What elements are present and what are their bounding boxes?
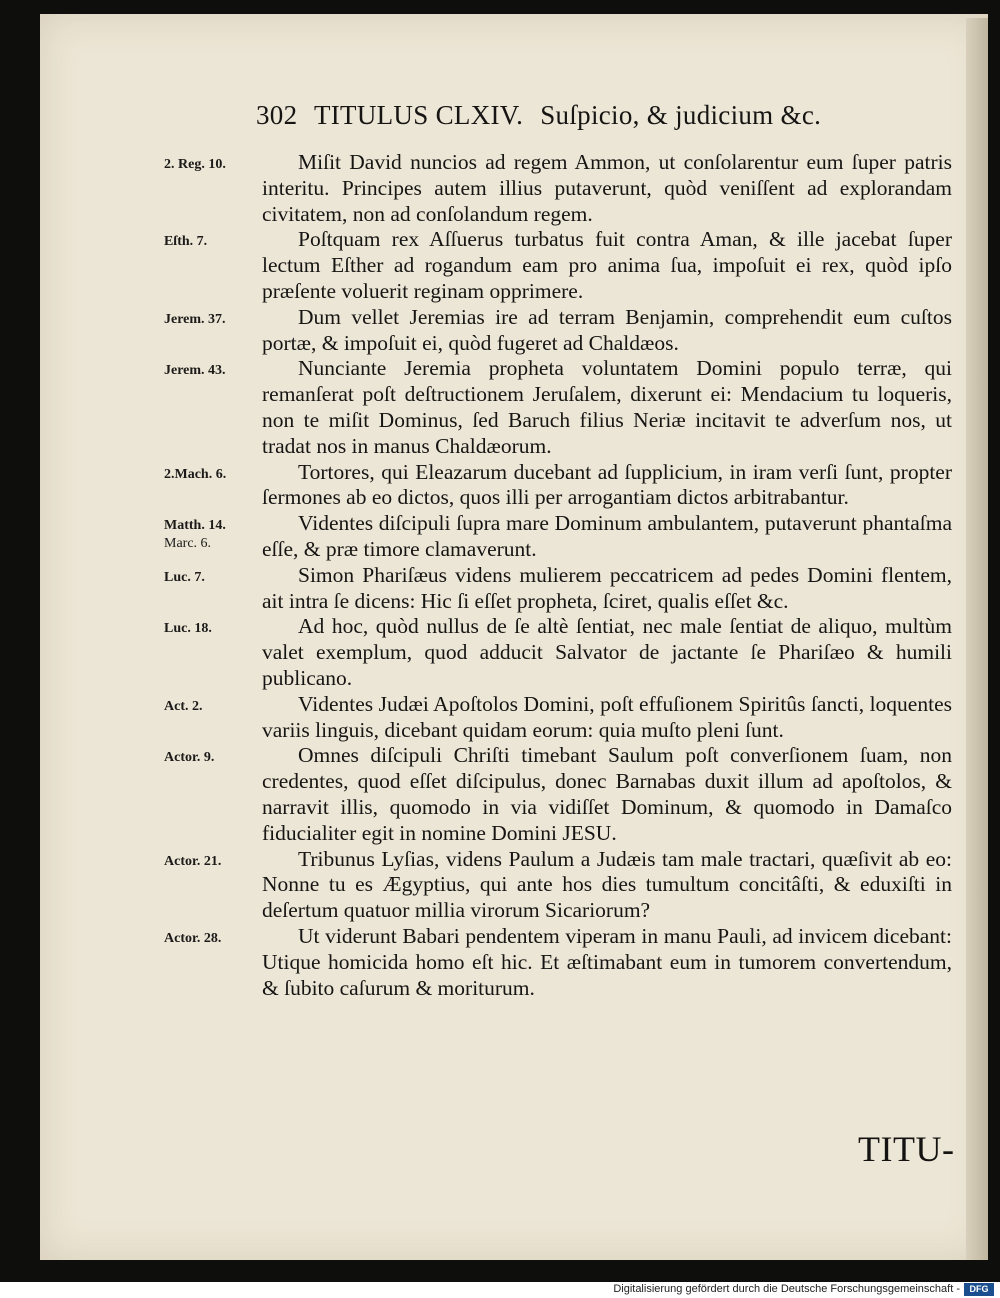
- entry: [0, 692, 988, 744]
- title-subject: Suſpicio, & judicium &c.: [540, 100, 822, 130]
- entry: [0, 614, 988, 691]
- entry: [0, 356, 988, 459]
- reference-label: Actor. 21.: [164, 853, 222, 869]
- margin-reference: [164, 853, 264, 871]
- dfg-logo: DFG: [964, 1283, 994, 1296]
- catchword: TITU-: [858, 1129, 955, 1169]
- entry-text: Dum vellet Jeremias ire ad terram Benjamin, comprehendit eum cuſtos portæ, & impoſuit ei, quòd fugeret ad Chaldæos.: [262, 304, 952, 355]
- reference-label: Act. 2.: [164, 698, 203, 714]
- margin-reference: [164, 156, 264, 174]
- entries-list: [0, 150, 988, 1001]
- entry-text: Videntes diſcipuli ſupra mare Dominum ambulantem, putaverunt phantaſma eſſe, & præ timore clamaverunt.: [262, 511, 952, 561]
- entry-text: Nunciante Jeremia propheta voluntatem Domini populo terræ, qui remanſerat poſt deſtructionem Jeruſalem, dixerunt ei: Mendacium tu loqueris, non te miſit Dominus, ſed Baruch filius Neriæ incitavit te adverſum nos, ut tradat nos in manus Chaldæorum.: [262, 356, 952, 458]
- reference-label: Luc. 18.: [164, 621, 212, 637]
- entry-text: Ad hoc, quòd nullus de ſe altè ſentiat, nec male ſentiat de aliquo, multùm valet exemplum, quod adducit Salvator de jactante ſe Phariſæo & humili publicano.: [262, 614, 952, 690]
- margin-reference: [164, 466, 264, 484]
- entry: [0, 924, 988, 1001]
- reference-label: Jerem. 43.: [164, 363, 226, 379]
- margin-reference: [164, 233, 264, 251]
- entry-text: Ut viderunt Babari pendentem viperam in manu Pauli, ad invicem dicebant: Utique homicida homo eſt hic. Et æſtimabant eum in tumorem convertendum, & ſubito caſurum & moriturum.: [262, 923, 952, 1000]
- entry-text: Omnes diſcipuli Chriſti timebant Saulum poſt converſionem ſuam, non credentes, quod eſſet diſcipulus, donec Barnabas duxit illum ad apoſtolos, & narravit illis, quomodo in via vidiſſet Dominum, & quomodo in Damaſco fiducialiter egit in nomine Domini JESU.: [262, 743, 952, 845]
- funding-notice: Digitalisierung gefördert durch die Deutsche Forschungsgemeinschaft -: [613, 1283, 960, 1295]
- entry: [0, 847, 988, 924]
- entry-text: Tortores, qui Eleazarum ducebant ad ſupplicium, in iram verſi ſunt, propter ſermones ab eo dictos, quos illi per arrogantiam dictos arbitrabantur.: [262, 459, 952, 510]
- entry: [0, 150, 988, 227]
- margin-reference: [164, 517, 264, 553]
- margin-reference: [164, 698, 264, 716]
- entry: [0, 511, 988, 563]
- entry: [0, 227, 988, 304]
- reference-label: Matth. 14.: [164, 518, 226, 534]
- reference-label: 2.Mach. 6.: [164, 466, 227, 482]
- running-header: [256, 100, 896, 140]
- page-number: 302: [256, 100, 298, 130]
- reference-label-secondary: Marc. 6.: [164, 536, 212, 552]
- entry: [0, 563, 988, 615]
- footer-bar: [0, 1282, 1000, 1298]
- reference-label: Eſth. 7.: [164, 234, 208, 250]
- entry: [0, 305, 988, 357]
- reference-label: Jerem. 37.: [164, 311, 226, 327]
- entry-text: Miſit David nuncios ad regem Ammon, ut conſolarentur eum ſuper patris interitu. Principes autem illius putaverunt, quòd veniſſent ad explorandam civitatem, non ad conſolandum regem.: [262, 150, 952, 226]
- margin-reference: [164, 311, 264, 329]
- margin-reference: [164, 362, 264, 380]
- margin-reference: [164, 930, 264, 948]
- margin-reference: [164, 749, 264, 767]
- reference-label: Actor. 9.: [164, 750, 215, 766]
- entry-text: Poſtquam rex Aſſuerus turbatus fuit contra Aman, & ille jacebat ſuper lectum Eſther ad rogandum eam pro anima ſua, impoſuit ei rex, quòd ipſo præſente voluerit reginam opprimere.: [262, 227, 952, 303]
- reference-label: Luc. 7.: [164, 569, 205, 585]
- reference-label: 2. Reg. 10.: [164, 157, 226, 172]
- entry: [0, 460, 988, 512]
- margin-reference: [164, 620, 264, 638]
- entry-text: Simon Phariſæus videns mulierem peccatricem ad pedes Domini flentem, ait intra ſe dicens: Hic ſi eſſet propheta, ſciret, qualis eſſet &c.: [262, 562, 952, 613]
- entry: [0, 743, 988, 846]
- entry-text: Videntes Judæi Apoſtolos Domini, poſt effuſionem Spiritûs ſancti, loquentes variis linguis, dicebant quidam eorum: quia muſto pleni ſunt.: [262, 691, 952, 742]
- reference-label: Actor. 28.: [164, 930, 222, 946]
- entry-text: Tribunus Lyſias, videns Paulum a Judæis tam male tractari, quæſivit ab eo: Nonne tu es Ægyptius, qui ante hos dies tumultum concitâſti, & eduxiſti in deſertum quatuor millia virorum Sicariorum?: [262, 846, 952, 923]
- margin-reference: [164, 569, 264, 587]
- title-heading: TITULUS CLXIV.: [313, 100, 524, 130]
